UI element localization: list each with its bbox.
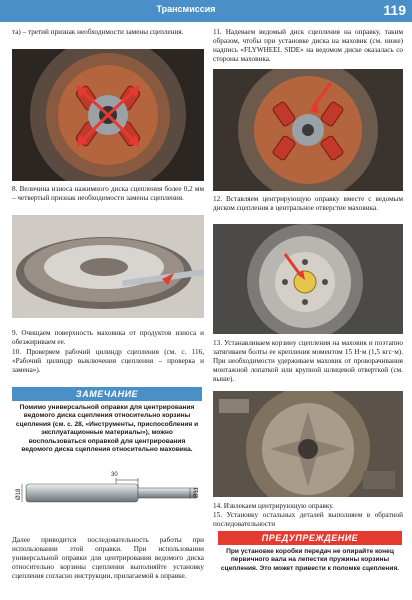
warning-text: При установке коробки передач не опирайте конец первичного вала на лепестки пружины корзины сцепления. Это может привести к поломке сцепления. [220,548,400,572]
paragraph-step-11: 11. Надеваем ведомый диск сцепления на оправку, таким образом, чтобы при установке диска на маховик (см. ниже) надпись «FLYWHEEL SIDE» на ведомом диске оказалась со стороны маховика. [213,28,403,63]
paragraph-step-14: 14. Извлекаем центрирующую оправку. [213,502,334,510]
dim-diameter-18: Ø18 [16,488,22,500]
page-number: 119 [383,2,406,18]
photo-mandrel-in-flywheel [213,224,403,334]
mandrel-drawing [12,458,202,530]
dim-length: 30 [111,472,118,478]
note-heading: ЗАМЕЧАНИЕ [12,387,202,401]
photo-pressure-plate-measure [12,215,204,318]
photo-disc-on-mandrel [213,69,403,191]
paragraph-step-15: 15. Установку остальных деталей выполняем в обратной последовательности [213,511,403,528]
paragraph-step-9: 9. Очищаем поверхность маховика от продуктов износа и обезжириваем ее. [12,329,204,346]
note-text: Помимо универсальной оправки для центрирования ведомого диска сцепления относительно корзины сцепления (см. с. 28, «Инструменты, приспособления и эксплуатационные материалы»), можно воспользоваться оправкой для центрирования ведомого диска сцепления относительно маховика. [15,404,199,454]
paragraph-step-13: 13. Устанавливаем корзину сцепления на маховик и поэтапно затягиваем болты ее крепления моментом 15 Н·м (1,5 кгс·м). При необходимости удерживаем маховик от проворачивания монтажной лопаткой или крупной шлицевой отверткой (см. выше). [213,339,403,383]
paragraph-step-10: 10. Проверяем рабочий цилиндр сцепления (см. с. 116, «Рабочий цилиндр выключения сцепления – проверка и замена»). [12,348,204,374]
paragraph-step-12: 12. Вставляем центрирующую оправку вместе с ведомым диском сцепления в центральное отверстие маховика. [213,195,403,212]
paragraph-continued: та) – третий признак необходимости замены сцепления. [12,28,184,36]
paragraph-procedure-intro: Далее приводится последовательность работы при использовании этой оправки. При использовании универсальной оправки для центрирования ведомого диска относительно корзины сцепления выполняйте установку сцепления согласно инструкции, прилагаемой к оправке. [12,536,204,580]
section-title: Трансмиссия [156,4,216,14]
page-header [0,0,412,22]
paragraph-step-8: 8. Величина износа нажимного диска сцепления более 0,2 мм – четвертый признак необходимости замены сцепления. [12,185,204,202]
photo-clutch-disc-springs [12,49,204,181]
warning-heading: ПРЕДУПРЕЖДЕНИЕ [218,531,402,545]
photo-basket-installed [213,391,403,497]
dim-diameter-11: Ø11 [194,487,200,498]
